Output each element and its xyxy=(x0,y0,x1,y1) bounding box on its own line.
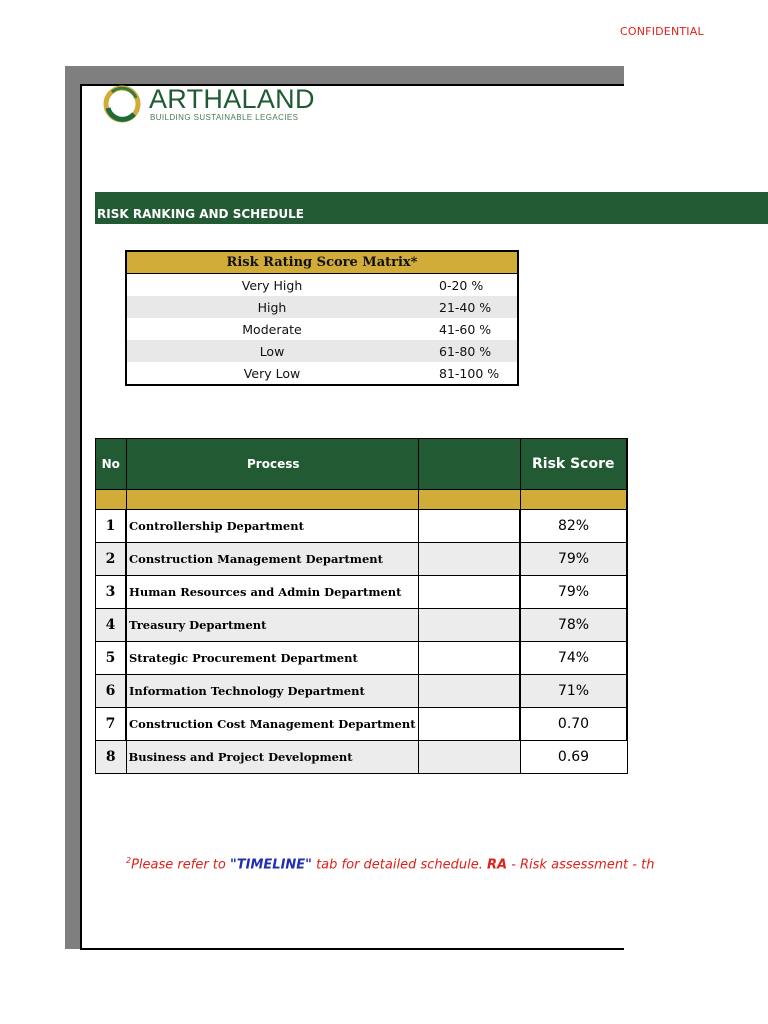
table-row xyxy=(96,543,628,576)
risk-ranking-table xyxy=(95,438,628,774)
frame-border-bottom xyxy=(80,948,624,950)
matrix-range: 21-40 % xyxy=(439,299,492,315)
matrix-range: 41-60 % xyxy=(439,321,492,337)
table-header-row xyxy=(96,439,628,490)
footnote-ra-abbrev: RA xyxy=(486,857,508,873)
logo-ring-icon xyxy=(102,84,142,124)
row-score: 0.70 xyxy=(520,708,627,741)
section-title: RISK RANKING AND SCHEDULE xyxy=(97,207,304,221)
matrix-row xyxy=(127,340,517,362)
row-no: 4 xyxy=(96,609,127,642)
table-row xyxy=(96,510,628,543)
risk-rating-matrix xyxy=(125,250,519,386)
frame-shadow-top xyxy=(65,66,624,84)
row-process: Information Technology Department xyxy=(126,675,419,708)
row-process: Business and Project Development xyxy=(126,741,419,774)
matrix-label: Low xyxy=(259,343,285,359)
matrix-range: 61-80 % xyxy=(439,343,492,359)
header-no: No xyxy=(96,439,127,490)
row-score: 79% xyxy=(520,576,627,609)
row-process: Construction Management Department xyxy=(126,543,419,576)
footnote-text-post: - Risk assessment - th xyxy=(507,857,655,873)
table-gold-spacer-row xyxy=(96,490,628,510)
footnote-text-pre: Please refer to xyxy=(131,857,230,873)
row-score: 79% xyxy=(520,543,627,576)
table-row xyxy=(96,708,628,741)
row-no: 1 xyxy=(96,510,127,543)
footnote-marker: 2 xyxy=(126,856,132,865)
row-process: Human Resources and Admin Department xyxy=(126,576,419,609)
matrix-range: 0-20 % xyxy=(439,277,484,293)
table-row xyxy=(96,675,628,708)
section-title-bar xyxy=(95,192,768,224)
matrix-label: Moderate xyxy=(242,321,302,337)
logo-tagline: BUILDING SUSTAINABLE LEGACIES xyxy=(150,113,299,122)
matrix-title: Risk Rating Score Matrix* xyxy=(127,252,517,274)
frame-border-left xyxy=(80,84,82,950)
logo-wordmark: ARTHALAND xyxy=(149,84,315,114)
footnote-text-mid: tab for detailed schedule. xyxy=(311,857,487,873)
row-process: Strategic Procurement Department xyxy=(126,642,419,675)
footnote xyxy=(126,856,655,873)
row-no: 2 xyxy=(96,543,127,576)
row-score: 74% xyxy=(520,642,627,675)
matrix-row xyxy=(127,274,517,296)
row-no: 7 xyxy=(96,708,127,741)
row-process: Construction Cost Management Department xyxy=(126,708,419,741)
company-logo xyxy=(102,84,315,128)
header-blank xyxy=(419,439,521,490)
row-process: Treasury Department xyxy=(126,609,419,642)
matrix-label: Very Low xyxy=(243,365,301,381)
row-score: 71% xyxy=(520,675,627,708)
footnote-timeline-keyword: "TIMELINE" xyxy=(230,857,312,873)
frame-shadow-left xyxy=(65,66,80,949)
table-row xyxy=(96,609,628,642)
confidential-label: CONFIDENTIAL xyxy=(620,25,704,38)
row-score: 82% xyxy=(520,510,627,543)
matrix-range: 81-100 % xyxy=(439,365,500,381)
row-score: 78% xyxy=(520,609,627,642)
row-score: 0.69 xyxy=(520,741,627,774)
header-process: Process xyxy=(126,439,419,490)
row-no: 3 xyxy=(96,576,127,609)
row-process: Controllership Department xyxy=(126,510,419,543)
matrix-label: Very High xyxy=(241,277,303,293)
matrix-label: High xyxy=(257,299,287,315)
row-no: 5 xyxy=(96,642,127,675)
matrix-row xyxy=(127,318,517,340)
row-no: 6 xyxy=(96,675,127,708)
matrix-row xyxy=(127,296,517,318)
table-row xyxy=(96,642,628,675)
matrix-row xyxy=(127,362,517,384)
header-risk-score: Risk Score xyxy=(520,439,627,490)
table-row xyxy=(96,741,628,774)
row-no: 8 xyxy=(96,741,127,774)
table-row xyxy=(96,576,628,609)
